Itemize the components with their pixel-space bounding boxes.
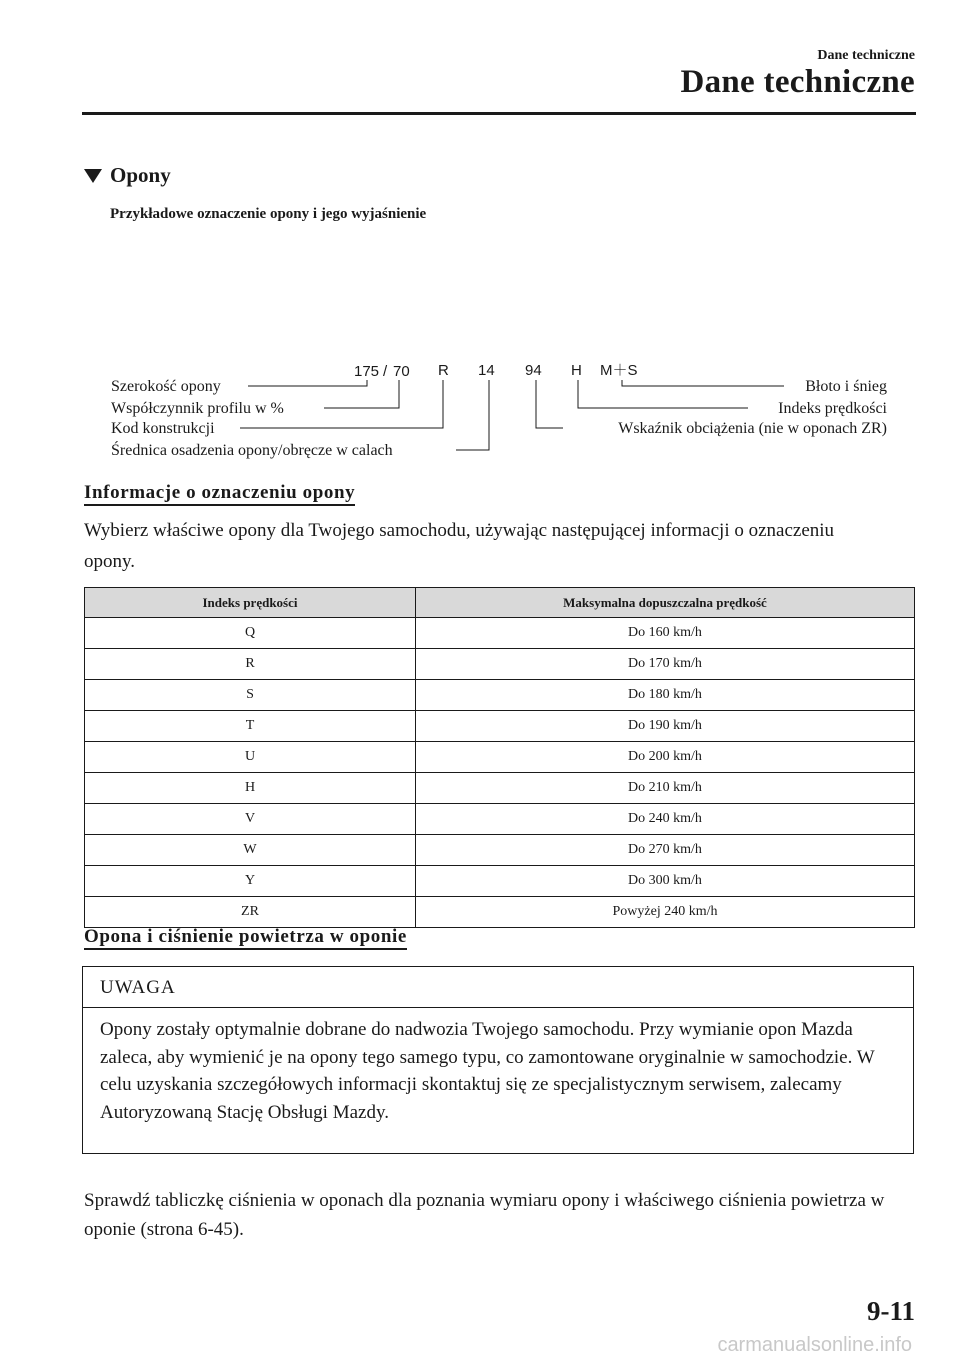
table-header-row bbox=[85, 588, 915, 618]
leader-load bbox=[536, 380, 563, 428]
label-rim: Średnica osadzenia opony/obręcze w calach bbox=[111, 442, 393, 459]
label-speed: Indeks prędkości bbox=[778, 400, 887, 417]
label-mud-snow: Błoto i śnieg bbox=[805, 378, 887, 395]
section-title-text: Opony bbox=[110, 163, 171, 187]
cell-speed-index: U bbox=[85, 742, 416, 773]
cell-speed-index: H bbox=[85, 773, 416, 804]
pressure-heading-wrap bbox=[84, 926, 407, 948]
pressure-heading: Opona i ciśnienie powietrza w oponie bbox=[84, 926, 407, 950]
label-construction: Kod konstrukcji bbox=[111, 420, 215, 437]
leader-rim bbox=[456, 380, 489, 450]
label-width: Szerokość opony bbox=[111, 378, 221, 395]
code-mud-snow: M＋S bbox=[600, 362, 638, 379]
table-row bbox=[85, 835, 915, 866]
cell-speed-index: Y bbox=[85, 866, 416, 897]
cell-max-speed: Do 300 km/h bbox=[416, 866, 915, 897]
table-row bbox=[85, 804, 915, 835]
running-header-small: Dane techniczne bbox=[817, 48, 915, 63]
cell-max-speed: Do 170 km/h bbox=[416, 649, 915, 680]
section-title bbox=[84, 163, 171, 188]
code-load: 94 bbox=[525, 362, 542, 379]
speed-index-table bbox=[84, 587, 915, 928]
note-title: UWAGA bbox=[83, 967, 913, 1008]
leader-mud-snow bbox=[622, 380, 784, 386]
cell-speed-index: ZR bbox=[85, 897, 416, 928]
code-width: 175 bbox=[354, 363, 380, 380]
label-aspect: Współczynnik profilu w % bbox=[111, 400, 284, 417]
cell-max-speed: Powyżej 240 km/h bbox=[416, 897, 915, 928]
cell-max-speed: Do 180 km/h bbox=[416, 680, 915, 711]
marking-info-heading-wrap bbox=[84, 482, 355, 504]
watermark: carmanualsonline.info bbox=[717, 1334, 912, 1356]
cell-max-speed: Do 240 km/h bbox=[416, 804, 915, 835]
code-aspect: 70 bbox=[393, 363, 410, 380]
table-row bbox=[85, 773, 915, 804]
cell-speed-index: V bbox=[85, 804, 416, 835]
column-header-speed-index: Indeks prędkości bbox=[85, 588, 416, 618]
marking-info-text: Wybierz właściwe opony dla Twojego samochodu, używając następującej informacji o oznaczeniu opony. bbox=[84, 520, 835, 572]
cell-speed-index: W bbox=[85, 835, 416, 866]
cell-max-speed: Do 270 km/h bbox=[416, 835, 915, 866]
cell-speed-index: S bbox=[85, 680, 416, 711]
header-rule bbox=[82, 112, 916, 115]
table-row bbox=[85, 618, 915, 649]
marking-info-heading: Informacje o oznaczeniu opony bbox=[84, 482, 355, 506]
label-load: Wskaźnik obciążenia (nie w oponach ZR) bbox=[618, 420, 887, 437]
table-row bbox=[85, 866, 915, 897]
table-row bbox=[85, 680, 915, 711]
triangle-bullet-icon bbox=[84, 169, 102, 183]
code-speed: H bbox=[571, 362, 582, 379]
table-row bbox=[85, 711, 915, 742]
leader-aspect bbox=[324, 380, 399, 408]
cell-speed-index: R bbox=[85, 649, 416, 680]
code-slash: / bbox=[383, 363, 388, 380]
code-rim: 14 bbox=[478, 362, 495, 379]
leader-width bbox=[248, 380, 367, 386]
cell-max-speed: Do 200 km/h bbox=[416, 742, 915, 773]
page-number: 9-11 bbox=[866, 1296, 915, 1326]
table-row bbox=[85, 897, 915, 928]
cell-max-speed: Do 210 km/h bbox=[416, 773, 915, 804]
diagram-caption: Przykładowe oznaczenie opony i jego wyjaśnienie bbox=[110, 206, 427, 222]
cell-max-speed: Do 160 km/h bbox=[416, 618, 915, 649]
pressure-text: Sprawdź tabliczkę ciśnienia w oponach dla poznania wymiaru opony i właściwego ciśnienia powietrza w oponie (strona 6-45). bbox=[84, 1190, 885, 1240]
cell-max-speed: Do 190 km/h bbox=[416, 711, 915, 742]
code-construction: R bbox=[438, 362, 449, 379]
table-row bbox=[85, 742, 915, 773]
table-row bbox=[85, 649, 915, 680]
note-box bbox=[82, 966, 914, 1154]
note-text: Opony zostały optymalnie dobrane do nadwozia Twojego samochodu. Przy wymianie opon Mazda zaleca, aby wymienić je na opony tego samego typu, co zamontowane oryginalnie w samochodzie. W celu uzyskania szczegółowych informacji skontaktuj się ze specjalistycznym serwisem, zalecamy Autoryzowaną Stację Obsługi Mazdy. bbox=[100, 1019, 875, 1123]
column-header-max-speed: Maksymalna dopuszczalna prędkość bbox=[416, 588, 915, 618]
leader-speed bbox=[578, 380, 748, 408]
cell-speed-index: T bbox=[85, 711, 416, 742]
running-header-title: Dane techniczne bbox=[680, 64, 915, 100]
cell-speed-index: Q bbox=[85, 618, 416, 649]
tire-marking-diagram bbox=[0, 350, 960, 465]
